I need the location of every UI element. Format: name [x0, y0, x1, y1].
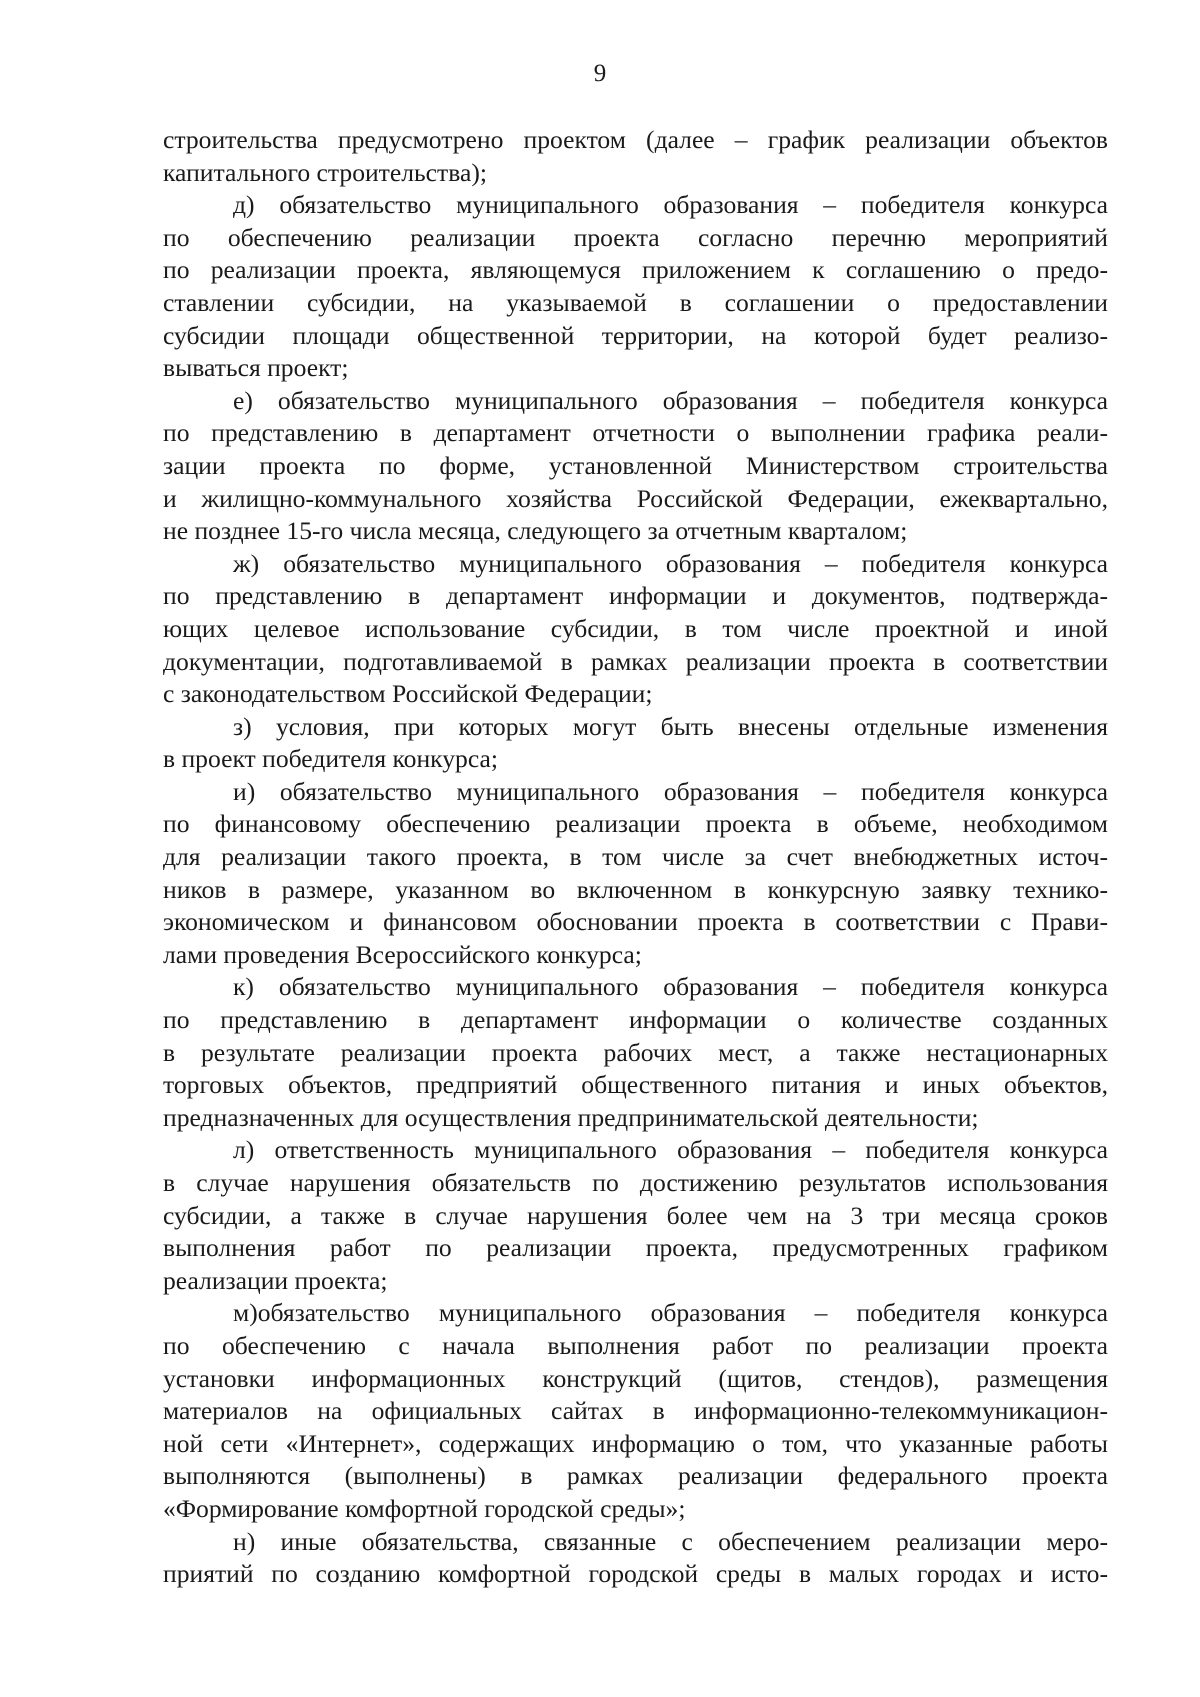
paragraph-first-line: и) обязательство муниципального образования – победителя конкурса	[233, 776, 1108, 806]
text-line: субсидии, а также в случае нарушения более чем на 3 три месяца сроков	[163, 1200, 1108, 1230]
text-line: строительства предусмотрено проектом (далее – график реализации объектов	[163, 125, 1108, 154]
text-line: и жилищно-коммунального хозяйства Российской Федерации, ежеквартально,	[163, 483, 1108, 513]
text-line: по представлению в департамент информации и документов, подтвержда-	[163, 581, 1108, 611]
text-line: выполнения работ по реализации проекта, предусмотренных графиком	[163, 1233, 1108, 1263]
text-line: экономическом и финансовом обосновании проекта в соответствии с Прави-	[163, 907, 1108, 937]
text-line: не позднее 15-го числа месяца, следующего за отчетным кварталом;	[163, 516, 908, 546]
text-line: реализации проекта;	[163, 1265, 388, 1295]
text-line: капитального строительства);	[163, 157, 487, 187]
text-line: торговых объектов, предприятий общественного питания и иных объектов,	[163, 1070, 1108, 1100]
text-line: предназначенных для осуществления предпринимательской деятельности;	[163, 1102, 979, 1132]
text-line: приятий по созданию комфортной городской среды в малых городах и исто-	[163, 1559, 1108, 1589]
text-line: по реализации проекта, являющемуся приложением к соглашению о предо-	[163, 255, 1108, 285]
text-line: лами проведения Всероссийского конкурса;	[163, 939, 642, 969]
paragraph-first-line: л) ответственность муниципального образования – победителя конкурса	[233, 1135, 1108, 1165]
text-line: ников в размере, указанном во включенном в конкурсную заявку технико-	[163, 874, 1108, 904]
paragraph-first-line: ж) обязательство муниципального образования – победителя конкурса	[233, 548, 1108, 578]
text-line: субсидии площади общественной территории, на которой будет реализо-	[163, 320, 1108, 350]
paragraph-first-line: д) обязательство муниципального образования – победителя конкурса	[233, 190, 1108, 220]
text-line: по представлению в департамент отчетности о выполнении графика реали-	[163, 418, 1108, 448]
paragraph-first-line: з) условия, при которых могут быть внесены отдельные изменения	[233, 711, 1108, 741]
text-line: материалов на официальных сайтах в информационно-телекоммуникацион-	[163, 1396, 1108, 1426]
text-line: выполняются (выполнены) в рамках реализации федерального проекта	[163, 1461, 1108, 1491]
paragraph-first-line: е) обязательство муниципального образования – победителя конкурса	[233, 385, 1108, 415]
text-line: по обеспечению реализации проекта согласно перечню мероприятий	[163, 222, 1108, 252]
paragraph-first-line: м)обязательство муниципального образования – победителя конкурса	[233, 1298, 1108, 1328]
paragraph-first-line: н) иные обязательства, связанные с обеспечением реализации меро-	[233, 1526, 1108, 1556]
text-line: ставлении субсидии, на указываемой в соглашении о предоставлении	[163, 287, 1108, 317]
text-line: для реализации такого проекта, в том числе за счет внебюджетных источ-	[163, 842, 1108, 872]
text-line: по обеспечению с начала выполнения работ по реализации проекта	[163, 1330, 1108, 1360]
text-line: в результате реализации проекта рабочих мест, а также нестационарных	[163, 1037, 1108, 1067]
text-line: с законодательством Российской Федерации;	[163, 679, 653, 709]
text-line: ющих целевое использование субсидии, в том числе проектной и иной	[163, 613, 1108, 643]
text-line: вываться проект;	[163, 353, 349, 383]
page-number: 9	[593, 60, 607, 87]
paragraph-first-line: к) обязательство муниципального образования – победителя конкурса	[233, 972, 1108, 1002]
text-line: установки информационных конструкций (щитов, стендов), размещения	[163, 1363, 1108, 1393]
text-line: в проект победителя конкурса;	[163, 744, 498, 774]
text-line: «Формирование комфортной городской среды»;	[163, 1493, 686, 1523]
text-line: ной сети «Интернет», содержащих информацию о том, что указанные работы	[163, 1428, 1108, 1458]
document-body	[163, 124, 1108, 1591]
text-line: зации проекта по форме, установленной Министерством строительства	[163, 450, 1108, 480]
text-line: по представлению в департамент информации о количестве созданных	[163, 1005, 1108, 1035]
text-line: в случае нарушения обязательств по достижению результатов использования	[163, 1168, 1108, 1197]
text-line: документации, подготавливаемой в рамках реализации проекта в соответствии	[163, 646, 1108, 676]
text-line: по финансовому обеспечению реализации проекта в объеме, необходимом	[163, 809, 1108, 839]
